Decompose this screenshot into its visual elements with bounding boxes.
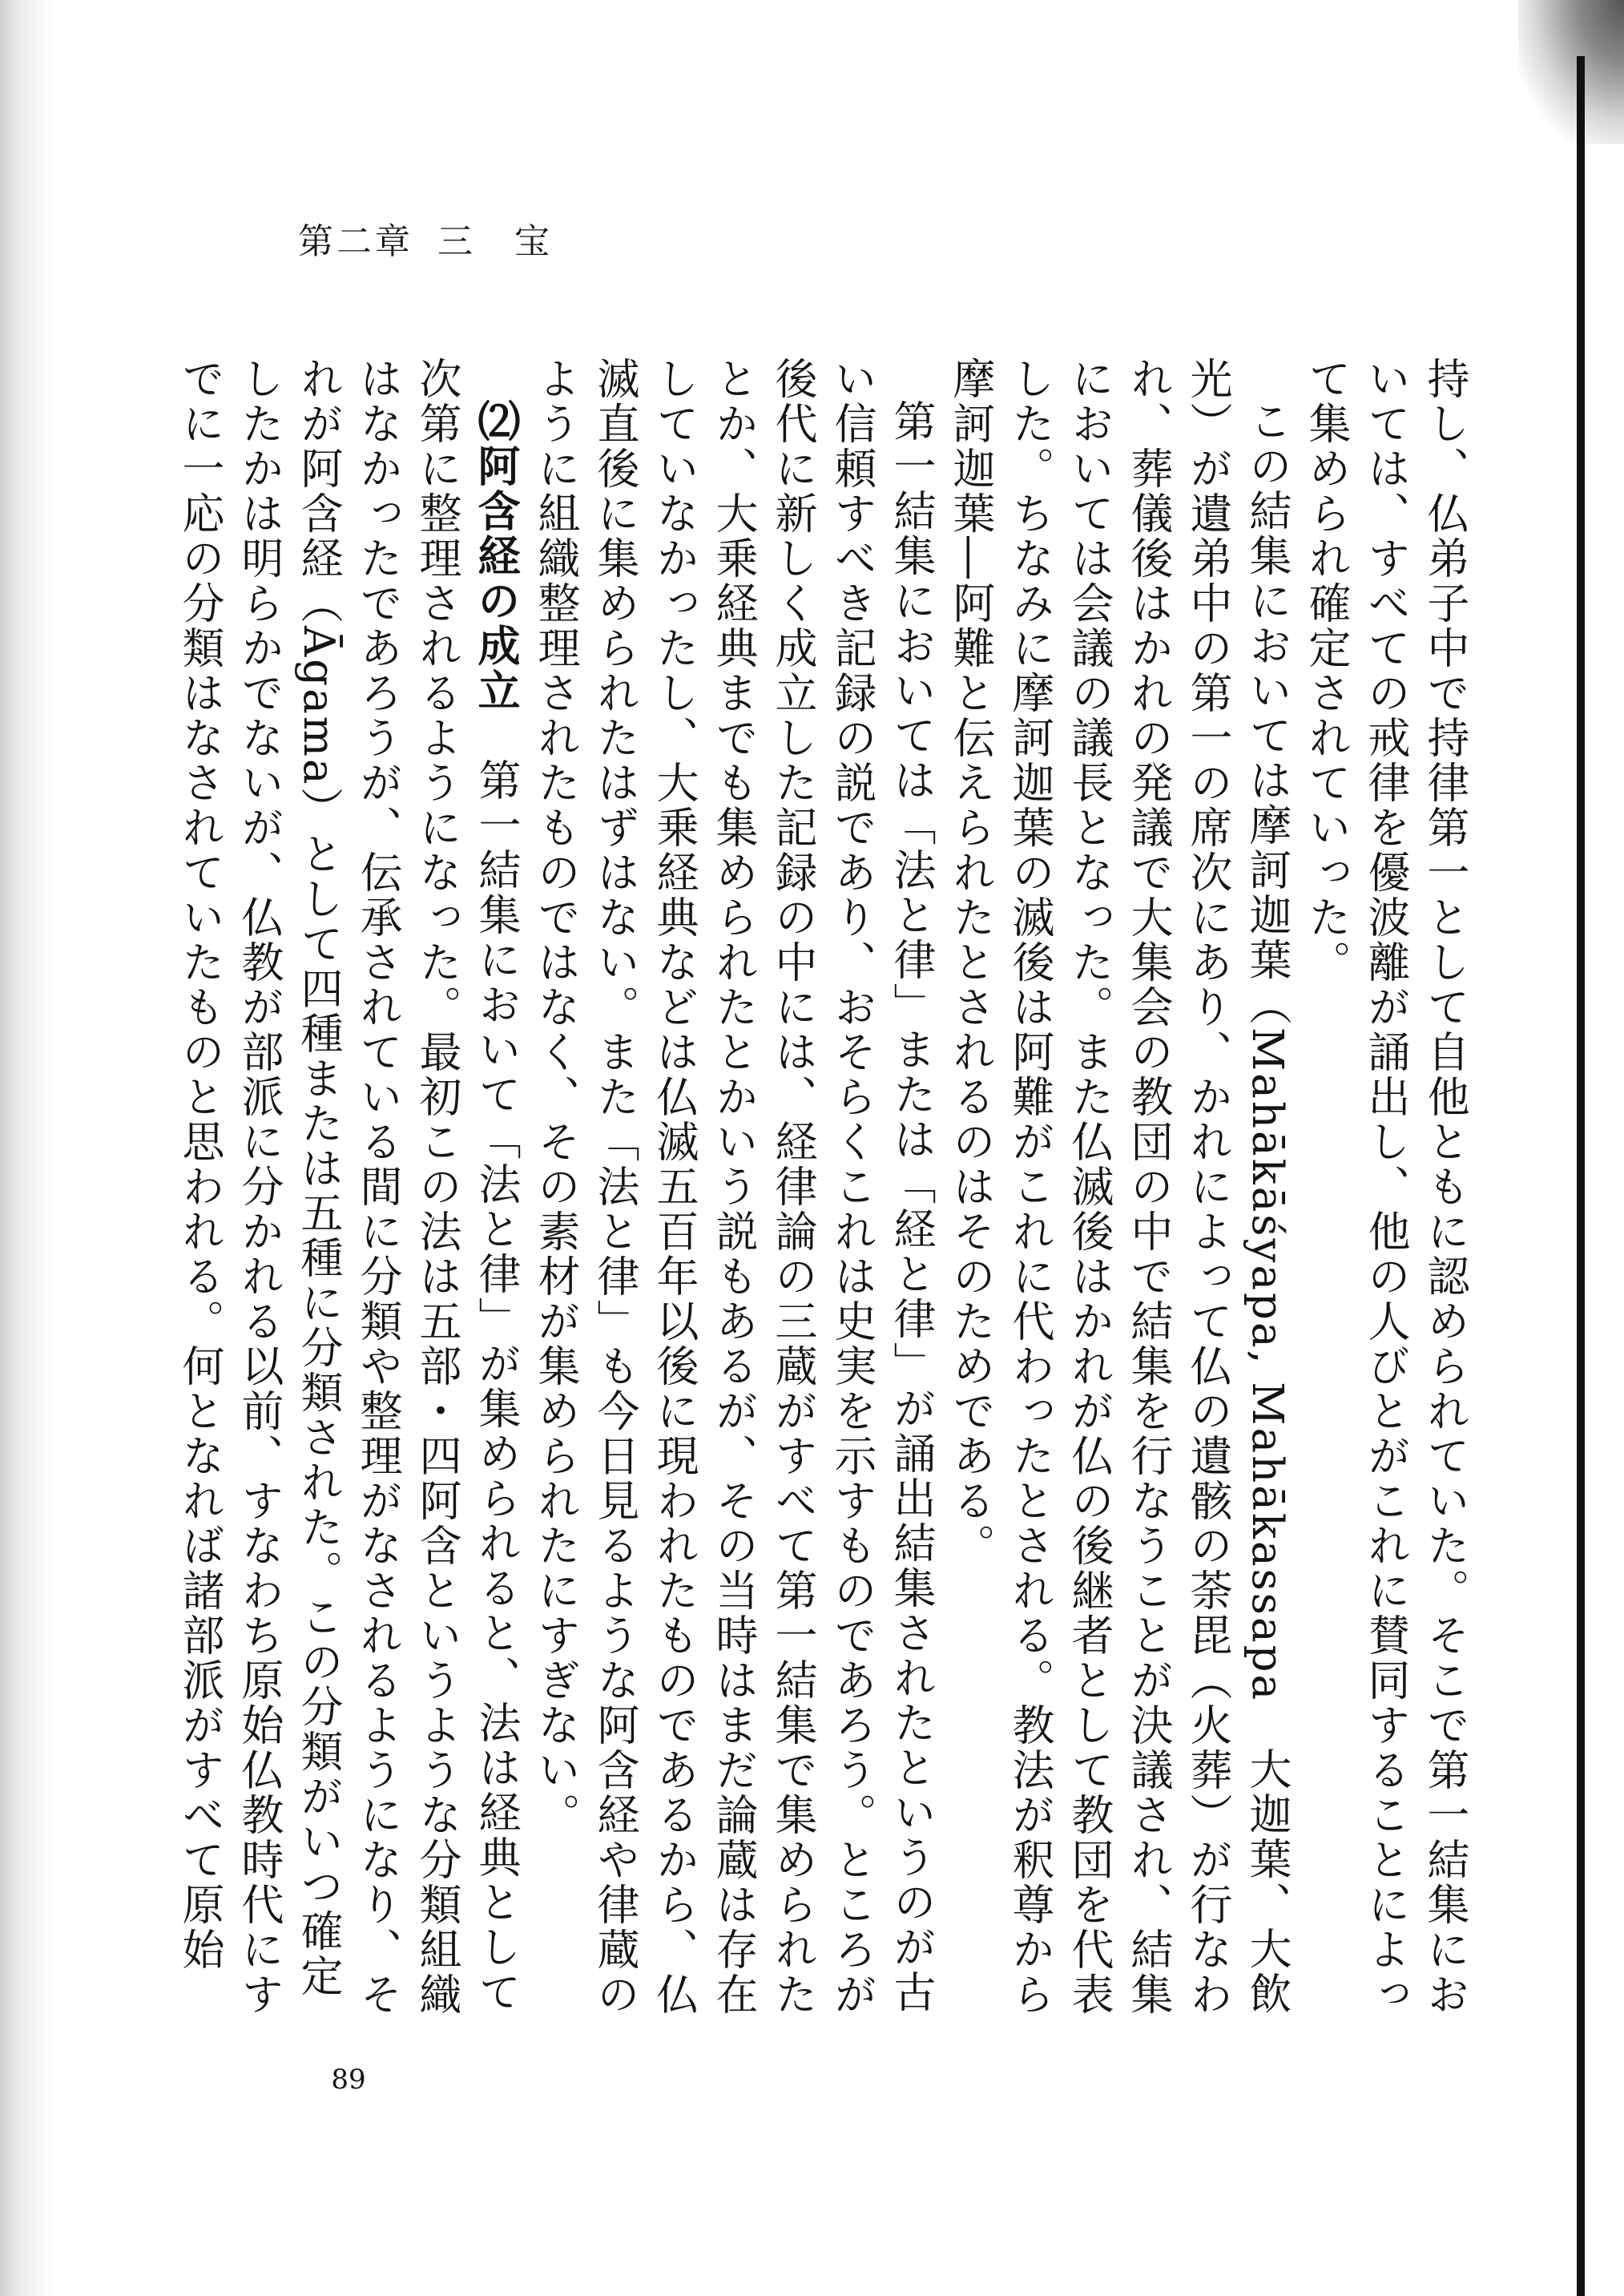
scan-corner-shadow <box>1518 0 1624 144</box>
vertical-body-text <box>175 357 1474 2040</box>
running-header <box>298 218 553 266</box>
header-chapter: 第二章 <box>298 221 413 262</box>
section-paragraph <box>170 357 526 2040</box>
page-edge-line <box>1577 56 1585 2296</box>
paragraph: 第一結集においては「法と律」または「経と律」が誦出結集されたというのが古い信頼すべき記録の説であり、おそらくこれは史実を示すものであろう。ところが後代に新しく成立した記録の中には、経律論の三蔵がすべて第一結集で集められたとか、大乗経典までも集められたとかいう説もあるが、その当時はまだ論蔵は存在していなかったし、大乗経典などは仏滅五百年以後に現われたものであるから、仏滅直後に集められたはずはない。また「法と律」も今日見るような阿含経や律蔵のように組織整理されたものではなく、その素材が集められたにすぎない。 <box>531 357 936 2017</box>
paragraph: この結集においては摩訶迦葉（Mahākāśyapa, Mahākassapa 大迦葉、大飲光）が遺弟中の第一の席次にあり、かれによって仏の遺骸の荼毘（火葬）が行なわれ、葬儀後はかれの発議で大集会の教団の中で結集を行なうことが決議され、結集においては会議の議長となった。また仏滅後はかれが仏の後継者として教団を代表した。ちなみに摩訶迦葉の滅後は阿難がこれに代わったとされる。教法が釈尊から摩訶迦葉―阿難と伝えられたとされるのはそのためである。 <box>946 357 1292 2017</box>
page-number: 89 <box>331 2064 366 2096</box>
paragraph-text: 第一結集において「法と律」が集められると、法は経典として次第に整理されるようになった。最初この法は五部・四阿含というような分類組織はなかったであろうが、伝承されている間に分類や整理がなされるようになり、それが阿含経（Āgama）として四種または五種に分類された。この分類がいつ確定したかは明らかでないが、仏教が部派に分かれる以前、すなわち原始仏教時代にすでに一応の分類はなされていたものと思われる。何となれば諸部派がすべて原始 <box>175 357 521 2017</box>
header-title: 三 宝 <box>437 221 553 262</box>
binding-gutter-shadow <box>0 0 56 2296</box>
paragraph-continued: 持し、仏弟子中で持律第一として自他ともに認められていた。そこで第一結集においては、すべての戒律を優波離が誦出し、他の人びとがこれに賛同することによって集められ確定されていった。 <box>1302 357 1469 2017</box>
section-heading: ⑵阿含経の成立 <box>471 399 521 713</box>
